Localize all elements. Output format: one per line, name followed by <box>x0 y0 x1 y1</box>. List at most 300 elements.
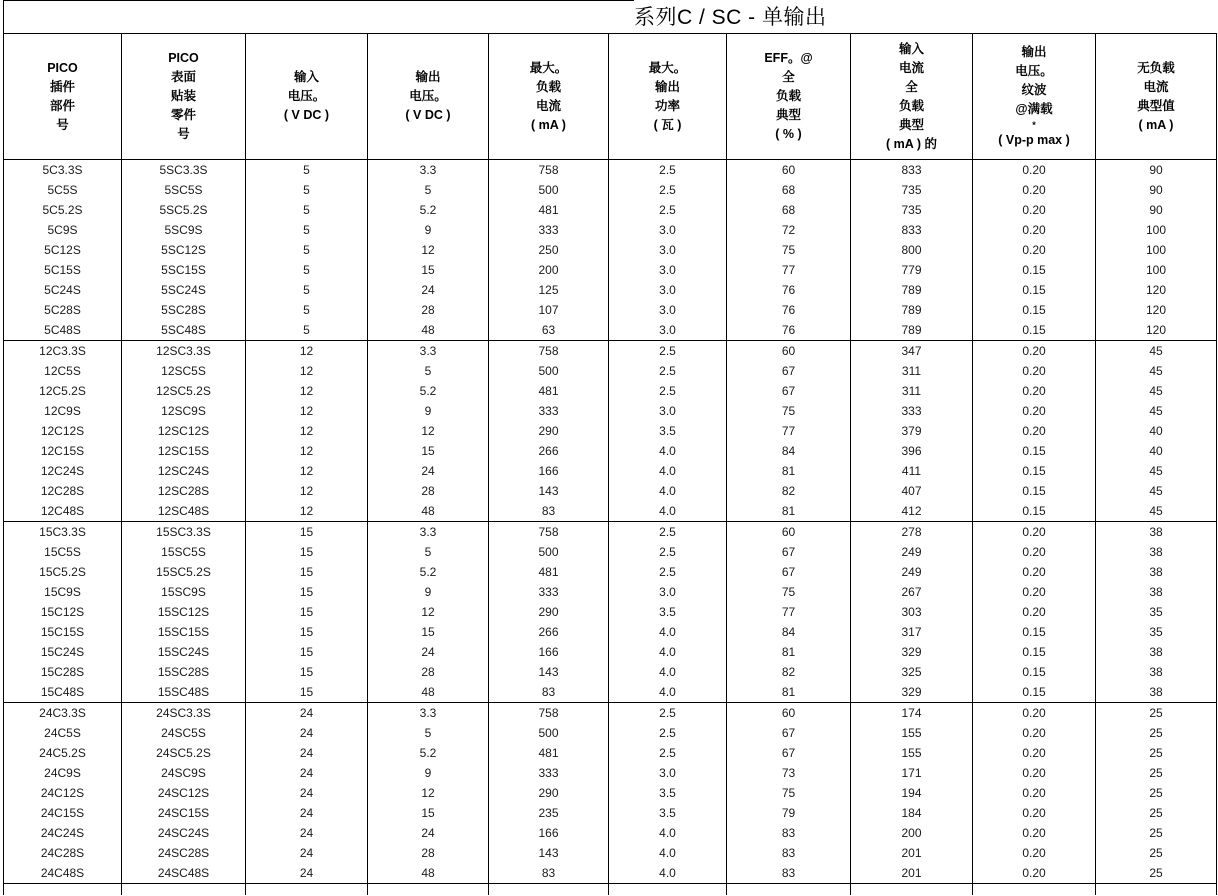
cell: 12 <box>368 602 489 622</box>
cell: 24SC5S <box>122 723 246 743</box>
cell: 3.3 <box>368 522 489 543</box>
cell: 38 <box>1096 522 1217 543</box>
cell: 60 <box>727 703 851 724</box>
cell: 200 <box>851 823 973 843</box>
cell: 12 <box>246 361 368 381</box>
cell: 82 <box>727 481 851 501</box>
cell <box>246 884 368 896</box>
table-row <box>4 843 1217 863</box>
column-header-line: 号 <box>177 127 190 141</box>
cell: 166 <box>489 823 609 843</box>
table-row <box>4 562 1217 582</box>
cell: 40 <box>1096 421 1217 441</box>
column-header-input-current-full-load <box>851 34 973 160</box>
cell: 5.2 <box>368 200 489 220</box>
cell: 38 <box>1096 642 1217 662</box>
spec-table <box>3 33 1217 895</box>
cell: 4.0 <box>609 843 727 863</box>
cell: 3.3 <box>368 160 489 181</box>
cell <box>727 884 851 896</box>
table-row <box>4 682 1217 703</box>
table-row <box>4 582 1217 602</box>
cell: 12 <box>368 421 489 441</box>
cell: 500 <box>489 361 609 381</box>
table-row <box>4 341 1217 362</box>
cell: 4.0 <box>609 642 727 662</box>
cell: 15C9S <box>4 582 122 602</box>
cell: 249 <box>851 562 973 582</box>
cell: 12C28S <box>4 481 122 501</box>
cell: 333 <box>851 401 973 421</box>
cell: 329 <box>851 682 973 703</box>
cell: 5C24S <box>4 280 122 300</box>
cell: 266 <box>489 441 609 461</box>
cell: 5SC12S <box>122 240 246 260</box>
column-header-line: 输入 <box>293 70 319 84</box>
cell: 0.20 <box>973 522 1096 543</box>
cell: 12 <box>246 421 368 441</box>
cell: 15C3.3S <box>4 522 122 543</box>
column-header-line: ( V DC ) <box>405 108 451 122</box>
table-row <box>4 481 1217 501</box>
table-row <box>4 180 1217 200</box>
cell: 0.20 <box>973 361 1096 381</box>
cell: 143 <box>489 662 609 682</box>
cell: 45 <box>1096 361 1217 381</box>
cell: 3.0 <box>609 260 727 280</box>
cell: 15C5S <box>4 542 122 562</box>
cell: 15SC28S <box>122 662 246 682</box>
cell: 155 <box>851 723 973 743</box>
cell: 15 <box>246 642 368 662</box>
cell: 12SC3.3S <box>122 341 246 362</box>
cell: 15SC48S <box>122 682 246 703</box>
cell: 24SC3.3S <box>122 703 246 724</box>
cell: 125 <box>489 280 609 300</box>
column-header-line: 贴装 <box>170 89 196 103</box>
column-header-line: ( mA ) <box>531 117 566 132</box>
table-row <box>4 501 1217 522</box>
cell: 0.15 <box>973 642 1096 662</box>
cell: 833 <box>851 220 973 240</box>
cell: 45 <box>1096 501 1217 522</box>
cell: 3.0 <box>609 220 727 240</box>
cell: 75 <box>727 582 851 602</box>
cell: 83 <box>727 843 851 863</box>
column-header-line: 无负载 <box>1137 60 1175 75</box>
column-header-line: 典型值 <box>1137 98 1175 113</box>
cell: 9 <box>368 220 489 240</box>
page-title: 系列C / SC - 单输出 <box>634 6 827 29</box>
cell: 3.5 <box>609 421 727 441</box>
cell: 12SC5.2S <box>122 381 246 401</box>
cell: 3.3 <box>368 341 489 362</box>
cell <box>4 884 122 896</box>
table-row <box>4 522 1217 543</box>
cell <box>489 884 609 896</box>
cell: 5C15S <box>4 260 122 280</box>
cell: 12 <box>246 461 368 481</box>
cell: 3.0 <box>609 763 727 783</box>
cell: 24 <box>246 703 368 724</box>
cell <box>1096 884 1217 896</box>
cell: 24 <box>246 803 368 823</box>
cell: 5C12S <box>4 240 122 260</box>
table-row <box>4 421 1217 441</box>
cell: 67 <box>727 361 851 381</box>
cell: 90 <box>1096 200 1217 220</box>
cell: 76 <box>727 320 851 341</box>
cell: 12 <box>368 240 489 260</box>
cell: 2.5 <box>609 160 727 181</box>
cell: 5 <box>246 320 368 341</box>
column-header-line: ( % ) <box>775 127 802 141</box>
cell: 9 <box>368 582 489 602</box>
cell: 83 <box>727 863 851 884</box>
cell: 24 <box>368 823 489 843</box>
column-header-line: 功率 <box>654 98 680 113</box>
cell: 2.5 <box>609 723 727 743</box>
cell: 500 <box>489 180 609 200</box>
cell: 15SC12S <box>122 602 246 622</box>
cell: 48 <box>368 682 489 703</box>
cell: 0.20 <box>973 160 1096 181</box>
cell: 67 <box>727 542 851 562</box>
cell: 5C5S <box>4 180 122 200</box>
column-header-line: 负载 <box>775 89 801 103</box>
cell: 5 <box>246 260 368 280</box>
column-header-line: 部件 <box>49 98 75 113</box>
column-header-line: 号 <box>56 117 69 132</box>
cell: 81 <box>727 642 851 662</box>
cell: 235 <box>489 803 609 823</box>
table-row <box>4 381 1217 401</box>
cell: 184 <box>851 803 973 823</box>
cell: 0.20 <box>973 723 1096 743</box>
cell: 5 <box>246 160 368 181</box>
table-row <box>4 743 1217 763</box>
cell: 15SC9S <box>122 582 246 602</box>
cell: 82 <box>727 662 851 682</box>
column-header-line: 纹波 <box>1021 83 1047 97</box>
cell: 15SC24S <box>122 642 246 662</box>
cell: 60 <box>727 341 851 362</box>
cell: 12SC15S <box>122 441 246 461</box>
cell: 329 <box>851 642 973 662</box>
cell: 311 <box>851 381 973 401</box>
cell: 15SC5.2S <box>122 562 246 582</box>
table-row <box>4 200 1217 220</box>
cell: 5C9S <box>4 220 122 240</box>
cell: 2.5 <box>609 200 727 220</box>
cell: 15 <box>246 582 368 602</box>
cell: 0.20 <box>973 763 1096 783</box>
cell: 24SC12S <box>122 783 246 803</box>
cell: 79 <box>727 803 851 823</box>
cell: 4.0 <box>609 823 727 843</box>
cell: 0.20 <box>973 341 1096 362</box>
cell: 5 <box>246 220 368 240</box>
cell: 5SC9S <box>122 220 246 240</box>
cell: 3.0 <box>609 401 727 421</box>
cell: 28 <box>368 843 489 863</box>
cell: 15SC3.3S <box>122 522 246 543</box>
cell: 5SC15S <box>122 260 246 280</box>
cell: 15 <box>368 622 489 642</box>
column-header-line: 插件 <box>49 79 75 94</box>
cell: 24C24S <box>4 823 122 843</box>
cell: 12SC9S <box>122 401 246 421</box>
cell: 0.15 <box>973 441 1096 461</box>
column-header-pico-smt-part-number <box>122 34 246 160</box>
cell: 24C48S <box>4 863 122 884</box>
cell: 40 <box>1096 441 1217 461</box>
cell <box>973 884 1096 896</box>
cell: 83 <box>489 863 609 884</box>
cell: 396 <box>851 441 973 461</box>
cell: 75 <box>727 401 851 421</box>
table-header <box>4 34 1217 160</box>
cell: 5.2 <box>368 743 489 763</box>
cell: 45 <box>1096 481 1217 501</box>
cell: 0.20 <box>973 421 1096 441</box>
cell: 5C5.2S <box>4 200 122 220</box>
cell: 76 <box>727 300 851 320</box>
cell: 12C48S <box>4 501 122 522</box>
cell: 67 <box>727 381 851 401</box>
cell: 166 <box>489 461 609 481</box>
cell: 12 <box>246 481 368 501</box>
table-row <box>4 662 1217 682</box>
cell: 15SC5S <box>122 542 246 562</box>
cell: 0.20 <box>973 602 1096 622</box>
cell: 15C12S <box>4 602 122 622</box>
cell: 24C3.3S <box>4 703 122 724</box>
cell: 9 <box>368 763 489 783</box>
cell: 143 <box>489 843 609 863</box>
cell: 25 <box>1096 703 1217 724</box>
cell: 3.0 <box>609 582 727 602</box>
cell: 48 <box>368 863 489 884</box>
cell: 68 <box>727 200 851 220</box>
cell: 481 <box>489 381 609 401</box>
cell: 24SC48S <box>122 863 246 884</box>
cell: 5 <box>368 542 489 562</box>
cell: 4.0 <box>609 501 727 522</box>
cell: 15 <box>246 662 368 682</box>
cell: 38 <box>1096 582 1217 602</box>
cell: 25 <box>1096 743 1217 763</box>
cell: 15 <box>368 441 489 461</box>
cell: 24 <box>246 763 368 783</box>
table-row <box>4 823 1217 843</box>
column-header-line: ( 瓦 ) <box>653 117 682 132</box>
cell: 5 <box>246 180 368 200</box>
partial-top-border <box>4 0 634 1</box>
cell: 0.20 <box>973 542 1096 562</box>
column-header-line: 典型 <box>775 108 801 122</box>
cell: 194 <box>851 783 973 803</box>
cell: 12C15S <box>4 441 122 461</box>
cell: 3.0 <box>609 240 727 260</box>
column-header-line: 最大。 <box>529 60 568 75</box>
column-header-line: 表面 <box>170 70 196 84</box>
cell: 325 <box>851 662 973 682</box>
cell: 2.5 <box>609 341 727 362</box>
cell: 2.5 <box>609 743 727 763</box>
cell: 2.5 <box>609 562 727 582</box>
cell: 735 <box>851 200 973 220</box>
cell: 333 <box>489 582 609 602</box>
cell: 72 <box>727 220 851 240</box>
cell: 12SC28S <box>122 481 246 501</box>
column-header-line: 零件 <box>170 108 196 122</box>
cell: 5SC48S <box>122 320 246 341</box>
column-header-line: PICO <box>168 51 199 65</box>
cell: 67 <box>727 562 851 582</box>
cell: 12SC24S <box>122 461 246 481</box>
cell: 48 <box>368 501 489 522</box>
cell: 800 <box>851 240 973 260</box>
cell: 758 <box>489 341 609 362</box>
cell: 5.2 <box>368 562 489 582</box>
column-header-line: 最大。 <box>648 60 687 75</box>
cell: 84 <box>727 441 851 461</box>
table-row <box>4 542 1217 562</box>
cell: 81 <box>727 682 851 703</box>
table-row <box>4 602 1217 622</box>
cell: 0.20 <box>973 401 1096 421</box>
cell: 166 <box>489 642 609 662</box>
header-row <box>4 34 1217 160</box>
column-header-max-output-power <box>609 34 727 160</box>
column-header-line: 典型 <box>898 117 924 132</box>
column-header-no-load-current <box>1096 34 1217 160</box>
cell: 5SC3.3S <box>122 160 246 181</box>
cell: 500 <box>489 542 609 562</box>
cell: 174 <box>851 703 973 724</box>
cell: 24SC9S <box>122 763 246 783</box>
cell: 24SC5.2S <box>122 743 246 763</box>
cell: 15C5.2S <box>4 562 122 582</box>
table-row <box>4 220 1217 240</box>
cell: 2.5 <box>609 542 727 562</box>
cell: 5SC5S <box>122 180 246 200</box>
cell: 15 <box>246 602 368 622</box>
cell: 379 <box>851 421 973 441</box>
cell: 758 <box>489 522 609 543</box>
cell: 38 <box>1096 682 1217 703</box>
cell: 25 <box>1096 803 1217 823</box>
cell: 0.20 <box>973 703 1096 724</box>
cell: 2.5 <box>609 522 727 543</box>
cell: 5C28S <box>4 300 122 320</box>
cell: 15 <box>246 562 368 582</box>
column-header-line: 输出 <box>654 79 680 94</box>
cell: 2.5 <box>609 361 727 381</box>
cell: 303 <box>851 602 973 622</box>
cell: 100 <box>1096 220 1217 240</box>
cell: 45 <box>1096 341 1217 362</box>
column-header-line: 全 <box>905 79 918 94</box>
cell: 5 <box>368 361 489 381</box>
cell: 4.0 <box>609 682 727 703</box>
table-row <box>4 461 1217 481</box>
cell: 412 <box>851 501 973 522</box>
cell: 25 <box>1096 863 1217 884</box>
cell: 5SC28S <box>122 300 246 320</box>
cell: 0.20 <box>973 582 1096 602</box>
cell: 735 <box>851 180 973 200</box>
cell: 12 <box>246 441 368 461</box>
table-row-cutoff <box>4 884 1217 896</box>
cell: 24 <box>368 461 489 481</box>
cell: 24C5.2S <box>4 743 122 763</box>
column-header-input-voltage <box>246 34 368 160</box>
cell: 500 <box>489 723 609 743</box>
table-row <box>4 300 1217 320</box>
column-header-line: 电流 <box>535 98 561 113</box>
column-header-line: 全 <box>782 70 795 84</box>
cell: 15SC15S <box>122 622 246 642</box>
cell <box>609 884 727 896</box>
cell: 0.20 <box>973 863 1096 884</box>
cell: 12 <box>246 401 368 421</box>
table-row <box>4 723 1217 743</box>
cell: 3.0 <box>609 320 727 341</box>
cell: 5 <box>246 280 368 300</box>
cell: 789 <box>851 300 973 320</box>
cell: 0.20 <box>973 783 1096 803</box>
cell: 90 <box>1096 180 1217 200</box>
cell: 90 <box>1096 160 1217 181</box>
cell: 0.15 <box>973 481 1096 501</box>
cell <box>851 884 973 896</box>
cell: 38 <box>1096 542 1217 562</box>
cell: 63 <box>489 320 609 341</box>
cell: 5SC5.2S <box>122 200 246 220</box>
cell: 249 <box>851 542 973 562</box>
cell: 0.20 <box>973 381 1096 401</box>
cell: 4.0 <box>609 441 727 461</box>
cell: 0.20 <box>973 180 1096 200</box>
cell: 120 <box>1096 280 1217 300</box>
cell: 266 <box>489 622 609 642</box>
cell: 25 <box>1096 823 1217 843</box>
cell: 758 <box>489 160 609 181</box>
cell: 25 <box>1096 723 1217 743</box>
cell: 24 <box>246 723 368 743</box>
cell: 28 <box>368 481 489 501</box>
cell: 9 <box>368 401 489 421</box>
cell: 3.0 <box>609 300 727 320</box>
cell: 100 <box>1096 260 1217 280</box>
table-row <box>4 803 1217 823</box>
cell: 4.0 <box>609 863 727 884</box>
column-header-pico-through-hole-part-number <box>4 34 122 160</box>
cell: 0.15 <box>973 662 1096 682</box>
column-header-line: EFF。@ <box>764 51 813 65</box>
table-row <box>4 441 1217 461</box>
cell: 0.20 <box>973 562 1096 582</box>
cell: 12 <box>246 381 368 401</box>
cell: 83 <box>489 501 609 522</box>
cell: 5 <box>246 200 368 220</box>
cell: 84 <box>727 622 851 642</box>
cell: 333 <box>489 220 609 240</box>
column-header-line: 输出 <box>1021 45 1047 59</box>
cell: 12 <box>246 341 368 362</box>
